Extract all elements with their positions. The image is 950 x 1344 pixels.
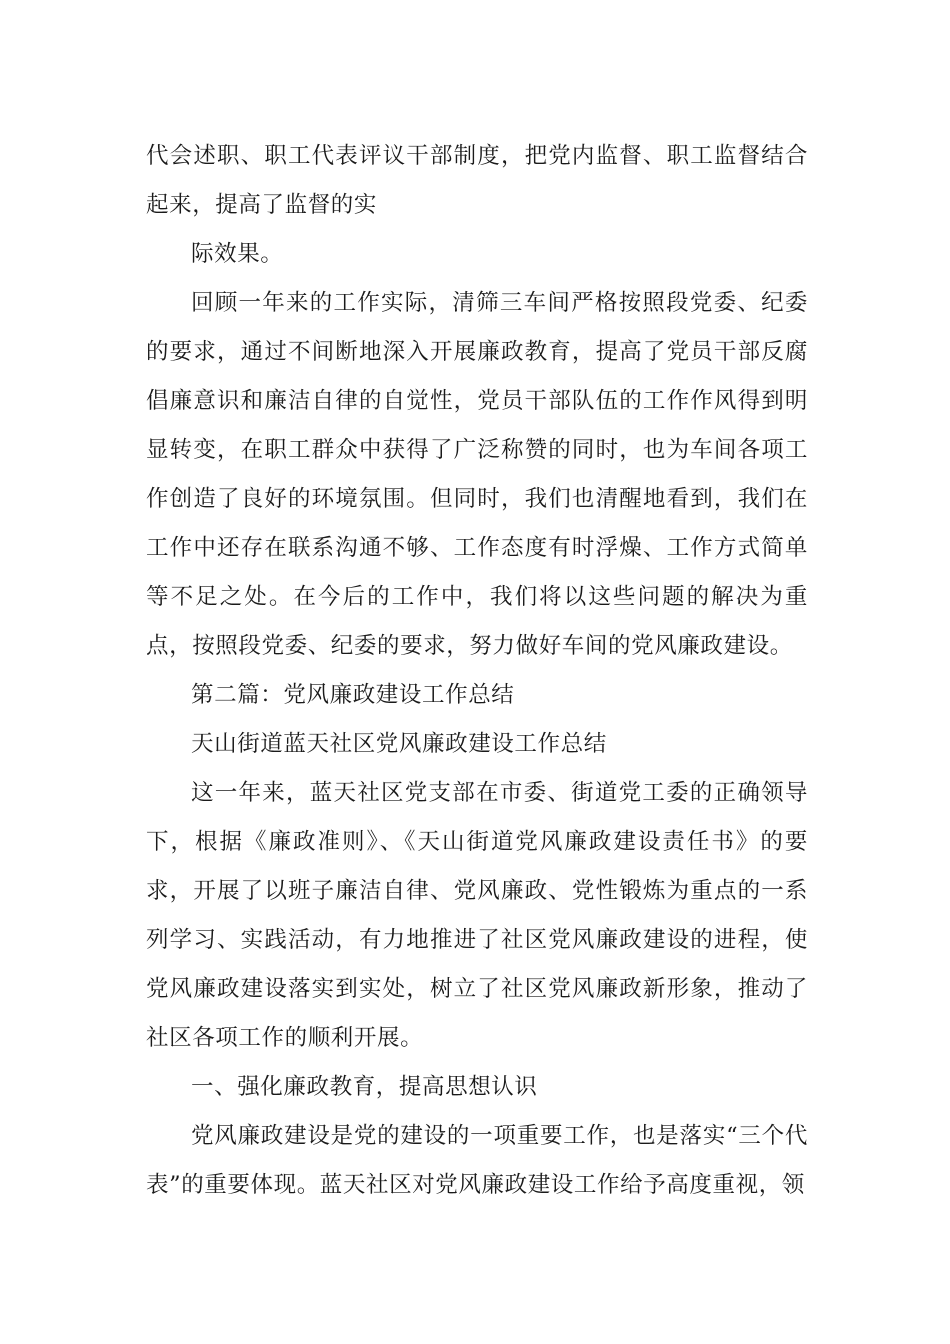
section-heading-education: 一、强化廉政教育，提高思想认识 <box>191 1074 538 1100</box>
paragraph-4: 这一年来，蓝天社区党支部在市委、街道党工委的正确领导下，根据《廉政准则》、《天山街道党风廉政建设责任书》的要求，开展了以班子廉洁自律、党风廉政、党性锻炼为重点的一系列学习、实践活动，有力地推进了社区党风廉政建设的进程，使党风廉政建设落实到实处，树立了社区党风廉政新形象，推动了社区各项工作的顺利开展。 <box>146 780 808 1051</box>
paragraph-3: 回顾一年来的工作实际，清筛三车间严格按照段党委、纪委的要求，通过不间断地深入开展廉政教育，提高了党员干部反腐倡廉意识和廉洁自律的自觉性，党员干部队伍的工作作风得到明显转变，在职工群众中获得了广泛称赞的同时，也为车间各项工作创造了良好的环境氛围。但同时，我们也清醒地看到，我们在工作中还存在联系沟通不够、工作态度有时浮燥、工作方式简单等不足之处。在今后的工作中，我们将以这些问题的解决为重点，按照段党委、纪委的要求，努力做好车间的党风廉政建设。 <box>146 290 808 659</box>
paragraph-2: 际效果。 <box>191 241 284 267</box>
section-heading-2: 第二篇：党风廉政建设工作总结 <box>191 682 515 708</box>
paragraph-5: 党风廉政建设是党的建设的一项重要工作，也是落实“三个代表”的重要体现。蓝天社区对党风廉政建设工作给予高度重视，领 <box>146 1123 808 1198</box>
document-body <box>146 132 808 1210</box>
document-subtitle: 天山街道蓝天社区党风廉政建设工作总结 <box>191 731 607 757</box>
paragraph-1: 代会述职、职工代表评议干部制度，把党内监督、职工监督结合起来，提高了监督的实 <box>146 143 808 218</box>
